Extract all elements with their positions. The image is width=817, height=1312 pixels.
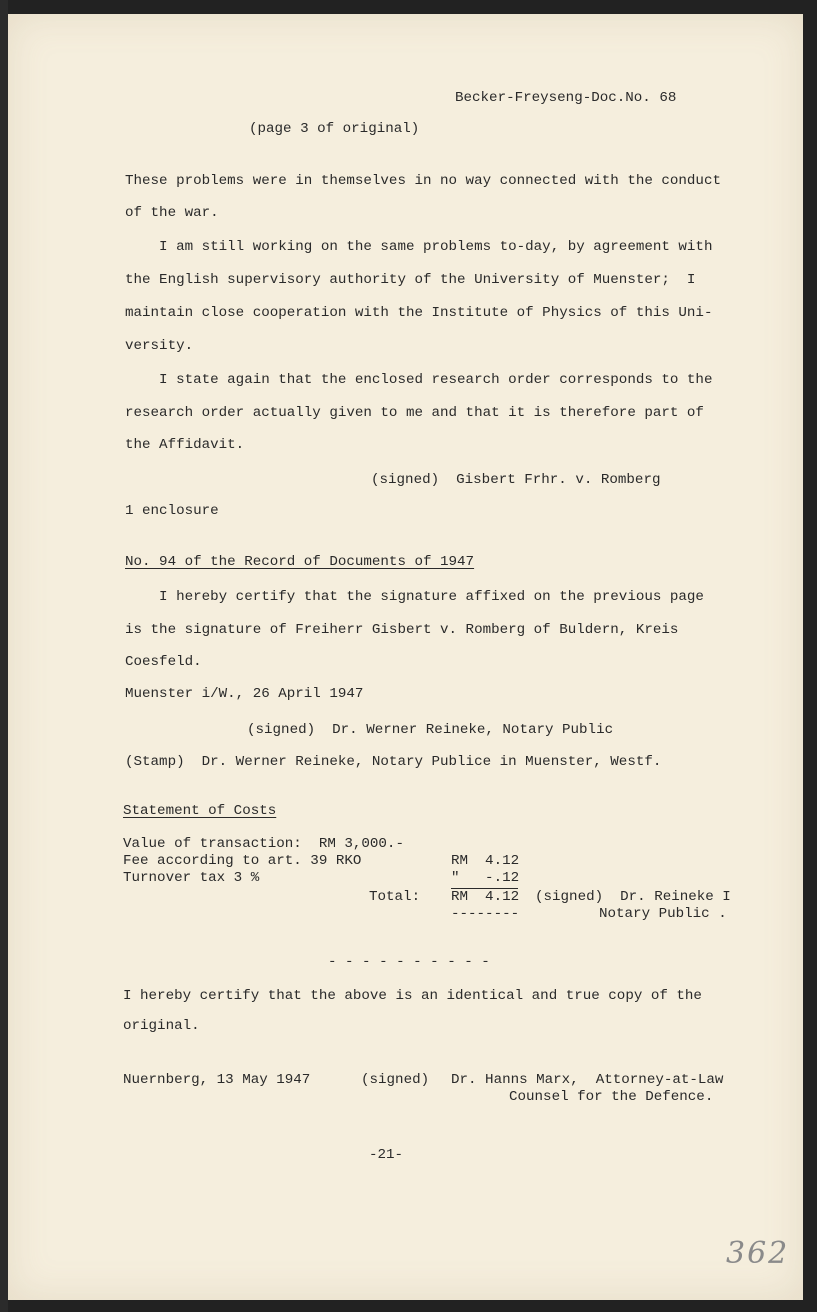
page-of-original: (page 3 of original) [249, 121, 420, 137]
place-date-nuernberg: Nuernberg, 13 May 1947 [123, 1072, 311, 1088]
signer-role: Counsel for the Defence. [509, 1089, 714, 1105]
cost-value-line: Value of transaction: RM 3,000.- [123, 836, 404, 852]
certification-line: Coesfeld. [125, 654, 202, 670]
cost-tax-label: Turnover tax 3 % [123, 870, 260, 886]
signer-name: Dr. Hanns Marx, Attorney-at-Law [451, 1072, 724, 1088]
body-line: I state again that the enclosed research order corresponds to the [125, 372, 713, 388]
document-page [8, 14, 803, 1300]
cost-tax-amount: " -.12 [451, 870, 520, 886]
signature-notary: (signed) Dr. Werner Reineke, Notary Public [247, 722, 614, 738]
certification-line: is the signature of Freiherr Gisbert v. Romberg of Buldern, Kreis [125, 622, 679, 638]
cost-total-label: Total: [369, 889, 421, 905]
cost-fee-label: Fee according to art. 39 RKO [123, 853, 362, 869]
body-line: maintain close cooperation with the Institute of Physics of this Uni- [125, 305, 713, 321]
signature-romberg: (signed) Gisbert Frhr. v. Romberg [371, 472, 661, 488]
body-line: the English supervisory authority of the University of Muenster; I [125, 272, 696, 288]
signed-marker: (signed) [361, 1072, 430, 1088]
body-line: research order actually given to me and that it is therefore part of [125, 405, 704, 421]
true-copy-line: I hereby certify that the above is an identical and true copy of the [123, 988, 702, 1004]
body-line: These problems were in themselves in no way connected with the conduct [125, 173, 721, 189]
cost-dashes: -------- [451, 906, 520, 922]
handwritten-folio-number: 362 [726, 1236, 790, 1271]
body-line: I am still working on the same problems to-day, by agreement with [125, 239, 713, 255]
notary-title: Notary Public . [599, 906, 727, 922]
stamp-line: (Stamp) Dr. Werner Reineke, Notary Publice in Muenster, Westf. [125, 754, 662, 770]
body-line: versity. [125, 338, 194, 354]
cost-signature: (signed) Dr. Reineke I [535, 889, 731, 905]
costs-heading: Statement of Costs [123, 803, 277, 819]
record-heading: No. 94 of the Record of Documents of 1947 [125, 554, 475, 570]
cost-fee-amount: RM 4.12 [451, 853, 520, 869]
certification-line: I hereby certify that the signature affixed on the previous page [125, 589, 704, 605]
scan-border [0, 0, 8, 1312]
cost-total-amount: RM 4.12 [451, 889, 520, 905]
place-date-muenster: Muenster i/W., 26 April 1947 [125, 686, 364, 702]
doc-reference: Becker-Freyseng-Doc.No. 68 [455, 90, 677, 106]
body-line: the Affidavit. [125, 437, 245, 453]
true-copy-line: original. [123, 1018, 200, 1034]
page-number: -21- [369, 1147, 404, 1163]
enclosure-note: 1 enclosure [125, 503, 219, 519]
body-line: of the war. [125, 205, 219, 221]
section-separator: - - - - - - - - - - [328, 954, 490, 970]
